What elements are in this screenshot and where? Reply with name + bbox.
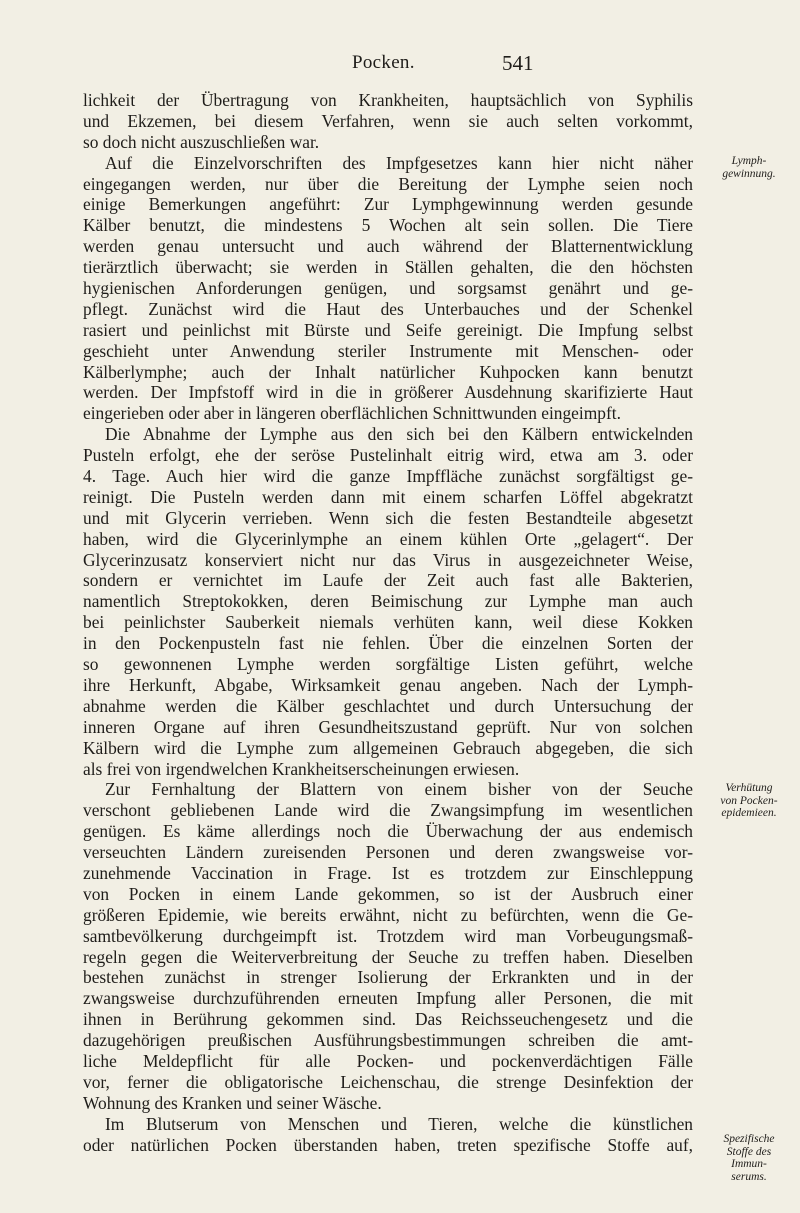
- text-line: Zur Fernhaltung der Blattern von einem bisher von der Seuche: [105, 779, 693, 800]
- text-line: abnahme werden die Kälber geschlachtet und durch Untersuchung der: [83, 695, 693, 716]
- margin-note-line: epidemieen.: [721, 807, 777, 819]
- margin-note-line: Verhütung: [725, 782, 773, 794]
- text-line: Pusteln erfolgt, ehe der seröse Pustelinhalt eitrig wird, etwa am 3. oder: [83, 445, 693, 466]
- text-line: haben, wird die Glycerinlymphe an einem kühlen Orte „gelagert“. Der: [83, 528, 693, 549]
- text-line: als frei von irgendwelchen Krankheitserscheinungen erwiesen.: [83, 758, 520, 779]
- text-line: Die Abnahme der Lymphe aus den sich bei den Kälbern entwickelnden: [105, 424, 693, 445]
- text-line: samtbevölkerung durchgeimpft ist. Trotzdem wird man Vorbeugungsmaß-: [83, 925, 693, 946]
- margin-note-line: Spezifische: [723, 1133, 775, 1145]
- text-line: Im Blutserum von Menschen und Tieren, welche die künstlichen: [105, 1113, 693, 1134]
- text-line: pflegt. Zunächst wird die Haut des Unterbauches und der Schenkel: [83, 298, 693, 319]
- text-line: und Ekzemen, bei diesem Verfahren, wenn sie auch selten vorkommt,: [83, 110, 693, 131]
- text-line: bestehen zunächst in strenger Isolierung der Erkrankten und in der: [83, 967, 693, 988]
- body-text: [83, 90, 693, 1155]
- text-line: Kälberlymphe; auch der Inhalt natürlicher Kuhpocken kann benutzt: [83, 361, 693, 382]
- margin-note-line: serums.: [731, 1170, 767, 1183]
- text-line: so gewonnenen Lymphe werden sorgfältige Listen geführt, welche: [83, 654, 693, 675]
- text-line: hygienischen Anforderungen genügen, und sorgsamst genährt und ge-: [83, 278, 693, 299]
- text-line: und mit Glycerin verrieben. Wenn sich die festen Bestandteile abgesetzt: [83, 507, 693, 528]
- text-line: von Pocken in einem Lande gekommen, so ist der Ausbruch einer: [83, 883, 693, 904]
- text-line: geschieht unter Anwendung steriler Instrumente mit Menschen- oder: [83, 340, 693, 361]
- margin-note-line: Stoffe des: [726, 1145, 772, 1158]
- text-line: verschont gebliebenen Lande wird die Zwangsimpfung im wesentlichen: [83, 800, 693, 821]
- text-line: ihre Herkunft, Abgabe, Wirksamkeit genau angeben. Nach der Lymph-: [83, 674, 693, 695]
- margin-note-line: gewinnung.: [722, 167, 776, 180]
- running-title: Pocken.: [352, 52, 415, 73]
- text-line: eingegangen werden, nur über die Bereitung der Lymphe seien noch: [83, 173, 693, 194]
- margin-note-verhuetung: [704, 782, 794, 820]
- text-line: größeren Epidemie, wie bereits erwähnt, nicht zu befürchten, wenn die Ge-: [83, 904, 693, 925]
- text-line: Glycerinzusatz konserviert nicht nur das Virus in ausgezeichneter Weise,: [83, 549, 693, 570]
- text-line: so doch nicht auszuschließen war.: [83, 131, 320, 152]
- margin-note-spezifische-stoffe: [704, 1133, 794, 1183]
- text-line: zwangsweise durchzuführenden erneuten Impfung aller Personen, die mit: [83, 988, 693, 1009]
- text-line: liche Meldepflicht für alle Pocken- und pockenverdächtigen Fälle: [83, 1050, 693, 1071]
- margin-note-line: von Pocken-: [720, 794, 778, 807]
- text-line: dazugehörigen preußischen Ausführungsbestimmungen schreiben die amt-: [83, 1030, 693, 1051]
- text-line: werden. Der Impfstoff wird in die in größerer Ausdehnung skarifizierte Haut: [83, 382, 693, 403]
- text-line: zunehmende Vaccination in Frage. Ist es trotzdem zur Einschleppung: [83, 862, 693, 883]
- running-head: [0, 52, 800, 76]
- text-line: inneren Organe auf ihren Gesundheitszustand geprüft. Nur von solchen: [83, 716, 693, 737]
- text-line: genügen. Es käme allerdings noch die Überwachung der aus endemisch: [83, 821, 693, 842]
- text-line: 4. Tage. Auch hier wird die ganze Impffläche zunächst sorgfältigst ge-: [83, 466, 693, 487]
- text-line: reinigt. Die Pusteln werden dann mit einem scharfen Löffel abgekratzt: [83, 486, 693, 507]
- text-line: Kälber benutzt, die mindestens 5 Wochen alt sein sollen. Die Tiere: [83, 215, 693, 236]
- text-line: sondern er vernichtet im Laufe der Zeit auch fast alle Bakterien,: [83, 570, 693, 591]
- text-line: rasiert und peinlichst mit Bürste und Seife gereinigt. Die Impfung selbst: [83, 319, 693, 340]
- text-line: verseuchten Ländern zureisenden Personen und deren zwangsweise vor-: [83, 842, 693, 863]
- margin-note-line: Lymph-: [731, 155, 767, 167]
- margin-note-lymph-gewinnung: [704, 155, 794, 180]
- text-line: Auf die Einzelvorschriften des Impfgesetzes kann hier nicht näher: [105, 152, 693, 173]
- text-line: namentlich Streptokokken, deren Beimischung zur Lymphe man auch: [83, 591, 693, 612]
- text-line: vor, ferner die obligatorische Leichenschau, die strenge Desinfektion der: [83, 1071, 693, 1092]
- text-line: regeln gegen die Weiterverbreitung der Seuche zu treffen haben. Dieselben: [83, 946, 693, 967]
- text-line: Wohnung des Kranken und seiner Wäsche.: [83, 1092, 382, 1113]
- text-line: oder natürlichen Pocken überstanden haben, treten spezifische Stoffe auf,: [83, 1134, 693, 1155]
- margin-note-line: Immun-: [731, 1158, 767, 1170]
- text-line: ihnen in Berührung gekommen sind. Das Reichsseuchengesetz und die: [83, 1009, 693, 1030]
- text-line: werden genau untersucht und auch während der Blatternentwicklung: [83, 236, 693, 257]
- text-line: in den Pockenpusteln fast nie fehlen. Über die einzelnen Sorten der: [83, 633, 693, 654]
- text-line: eingerieben oder aber in längeren oberflächlichen Schnittwunden eingeimpft.: [83, 403, 621, 424]
- text-line: bei peinlichster Sauberkeit niemals verhüten kann, weil diese Kokken: [83, 612, 693, 633]
- page-number: 541: [502, 51, 534, 75]
- text-line: tierärztlich überwacht; sie werden in Ställen gehalten, die den höchsten: [83, 257, 693, 278]
- text-line: einige Bemerkungen angeführt: Zur Lymphgewinnung werden gesunde: [83, 194, 693, 215]
- text-line: lichkeit der Übertragung von Krankheiten, hauptsächlich von Syphilis: [83, 90, 693, 110]
- text-line: Kälbern wird die Lymphe zum allgemeinen Gebrauch abgegeben, die sich: [83, 737, 693, 758]
